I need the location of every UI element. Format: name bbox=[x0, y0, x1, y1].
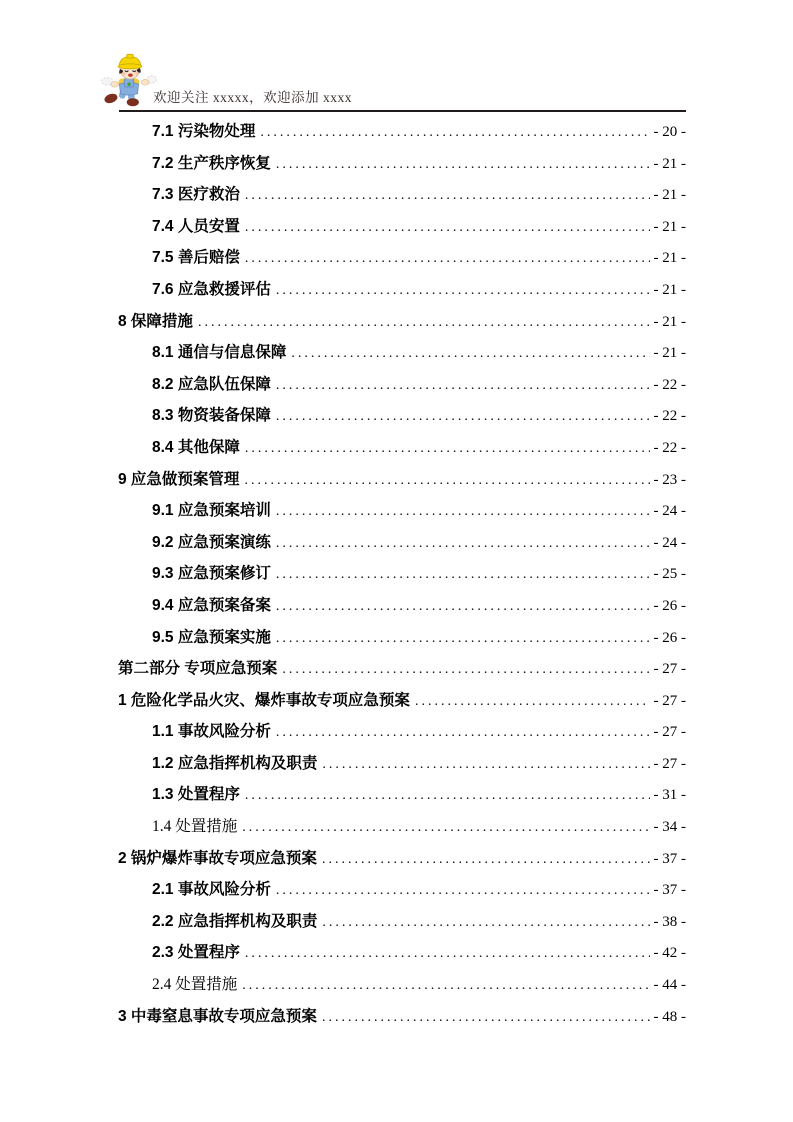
toc-leader-dots bbox=[237, 970, 649, 1002]
document-header bbox=[0, 0, 793, 112]
toc-leader-dots bbox=[271, 528, 650, 560]
toc-row bbox=[118, 716, 686, 748]
toc-leader-dots bbox=[240, 212, 650, 244]
header-welcome-text: 欢迎关注 xxxxx，欢迎添加 xxxx bbox=[153, 90, 352, 105]
toc-entry-label: 7.2 生产秩序恢复 bbox=[152, 154, 271, 172]
toc-entry-label: 2.4 处置措施 bbox=[152, 976, 238, 994]
toc-leader-dots bbox=[240, 780, 650, 812]
toc-page-number: - 27 - bbox=[653, 755, 686, 772]
toc-row bbox=[118, 937, 686, 969]
toc-entry-label: 1 危险化学品火灾、爆炸事故专项应急预案 bbox=[118, 691, 410, 709]
toc-entry-label: 9 应急做预案管理 bbox=[118, 470, 240, 488]
toc-entry-label: 9.1 应急预案培训 bbox=[152, 502, 271, 520]
toc-page-number: - 21 - bbox=[653, 187, 686, 204]
toc-entry-label: 7.4 人员安置 bbox=[152, 217, 240, 235]
toc-row bbox=[118, 432, 686, 464]
toc-entry-label: 2.1 事故风险分析 bbox=[152, 881, 271, 899]
toc-row bbox=[118, 1001, 686, 1033]
toc-leader-dots bbox=[286, 338, 649, 370]
toc-page-number: - 44 - bbox=[653, 977, 686, 994]
toc-row bbox=[118, 779, 686, 811]
toc-page-number: - 23 - bbox=[653, 471, 686, 488]
toc-entry-label: 9.3 应急预案修订 bbox=[152, 565, 271, 583]
toc-leader-dots bbox=[240, 938, 650, 970]
toc-leader-dots bbox=[271, 717, 650, 749]
toc-row bbox=[118, 969, 686, 1001]
toc-page-number: - 21 - bbox=[653, 155, 686, 172]
toc-page-number: - 22 - bbox=[653, 376, 686, 393]
toc-leader-dots bbox=[193, 307, 650, 339]
toc-entry-label: 2.2 应急指挥机构及职责 bbox=[152, 912, 318, 930]
toc-page-number: - 21 - bbox=[653, 218, 686, 235]
toc-row bbox=[118, 464, 686, 496]
toc-page-number: - 38 - bbox=[653, 913, 686, 930]
toc-row bbox=[118, 211, 686, 243]
toc-page-number: - 24 - bbox=[653, 534, 686, 551]
toc-row bbox=[118, 179, 686, 211]
toc-row bbox=[118, 400, 686, 432]
toc-entry-label: 7.1 污染物处理 bbox=[152, 123, 256, 140]
toc-row bbox=[118, 653, 686, 685]
toc-row bbox=[118, 906, 686, 938]
toc-row bbox=[118, 148, 686, 180]
toc-entry-label: 7.3 医疗救治 bbox=[152, 186, 240, 204]
toc-page-number: - 21 - bbox=[653, 281, 686, 298]
toc-entry-label: 9.2 应急预案演练 bbox=[152, 533, 271, 551]
toc-row bbox=[118, 116, 686, 148]
toc-row bbox=[118, 242, 686, 274]
toc-page-number: - 27 - bbox=[653, 692, 686, 709]
toc-row bbox=[118, 495, 686, 527]
toc-leader-dots bbox=[240, 180, 650, 212]
toc-entry-label: 1.2 应急指挥机构及职责 bbox=[152, 754, 318, 772]
toc-page-number: - 26 - bbox=[653, 629, 686, 646]
toc-row bbox=[118, 274, 686, 306]
toc-leader-dots bbox=[255, 117, 649, 149]
toc-leader-dots bbox=[271, 875, 650, 907]
toc-leader-dots bbox=[239, 465, 649, 497]
toc-row bbox=[118, 622, 686, 654]
toc-entry-label: 8.4 其他保障 bbox=[152, 438, 240, 456]
toc-leader-dots bbox=[240, 433, 650, 465]
toc-page-number: - 27 - bbox=[653, 661, 686, 678]
toc-leader-dots bbox=[317, 907, 649, 939]
toc-leader-dots bbox=[240, 243, 650, 275]
toc-entry-label: 1.4 处置措施 bbox=[152, 818, 238, 836]
toc-page-number: - 34 - bbox=[653, 819, 686, 836]
toc-entry-label: 8 保障措施 bbox=[118, 312, 193, 330]
toc-page-number: - 27 - bbox=[653, 724, 686, 741]
toc-leader-dots bbox=[410, 686, 650, 718]
toc-page-number: - 37 - bbox=[653, 850, 686, 867]
toc-entry-label: 7.6 应急救援评估 bbox=[152, 280, 271, 298]
toc-leader-dots bbox=[271, 370, 650, 402]
toc-leader-dots bbox=[271, 275, 650, 307]
toc-leader-dots bbox=[277, 654, 649, 686]
toc-page-number: - 31 - bbox=[653, 787, 686, 804]
toc-row bbox=[118, 306, 686, 338]
toc-row bbox=[118, 748, 686, 780]
toc-leader-dots bbox=[271, 496, 650, 528]
toc-page-number: - 21 - bbox=[653, 313, 686, 330]
toc-entry-label: 第二部分 专项应急预案 bbox=[118, 660, 278, 678]
toc-row bbox=[118, 843, 686, 875]
toc-row bbox=[118, 558, 686, 590]
toc-row bbox=[118, 337, 686, 369]
toc-entry-label: 1.1 事故风险分析 bbox=[152, 723, 271, 741]
toc-leader-dots bbox=[271, 559, 650, 591]
toc-row bbox=[118, 527, 686, 559]
worker-mascot-icon bbox=[100, 50, 158, 107]
toc-leader-dots bbox=[271, 149, 650, 181]
toc-leader-dots bbox=[317, 1002, 650, 1034]
toc-page-number: - 26 - bbox=[653, 597, 686, 614]
toc-leader-dots bbox=[317, 844, 650, 876]
toc-page-number: - 48 - bbox=[653, 1008, 686, 1025]
toc-entry-label: 8.3 物资装备保障 bbox=[152, 407, 271, 425]
toc-entry-label: 3 中毒窒息事故专项应急预案 bbox=[118, 1007, 317, 1025]
toc-entry-label: 8.2 应急队伍保障 bbox=[152, 375, 271, 393]
toc-leader-dots bbox=[271, 401, 650, 433]
toc-page-number: - 24 - bbox=[653, 503, 686, 520]
toc-row bbox=[118, 590, 686, 622]
toc-page-number: - 21 - bbox=[653, 250, 686, 267]
toc-page-number: - 22 - bbox=[653, 408, 686, 425]
toc-page-number: - 42 - bbox=[653, 945, 686, 962]
toc-page-number: - 25 - bbox=[653, 566, 686, 583]
toc-entry-label: 9.4 应急预案备案 bbox=[152, 596, 271, 614]
toc-leader-dots bbox=[237, 812, 649, 844]
toc-leader-dots bbox=[271, 623, 650, 655]
toc-row bbox=[118, 685, 686, 717]
toc-row bbox=[118, 811, 686, 843]
toc-entry-label: 2.3 处置程序 bbox=[152, 944, 240, 962]
toc-entry-label: 7.5 善后赔偿 bbox=[152, 249, 240, 267]
toc-row bbox=[118, 369, 686, 401]
toc-page-number: - 37 - bbox=[653, 882, 686, 899]
toc-page-number: - 22 - bbox=[653, 439, 686, 456]
toc-page-number: - 21 - bbox=[653, 345, 686, 362]
table-of-contents bbox=[118, 116, 686, 1032]
toc-leader-dots bbox=[271, 591, 650, 623]
toc-entry-label: 1.3 处置程序 bbox=[152, 786, 240, 804]
toc-entry-label: 9.5 应急预案实施 bbox=[152, 628, 271, 646]
toc-row bbox=[118, 874, 686, 906]
toc-entry-label: 2 锅炉爆炸事故专项应急预案 bbox=[118, 849, 317, 867]
toc-page-number: - 20 - bbox=[653, 124, 686, 140]
toc-leader-dots bbox=[317, 749, 649, 781]
header-divider bbox=[119, 110, 686, 112]
toc-entry-label: 8.1 通信与信息保障 bbox=[152, 344, 287, 362]
